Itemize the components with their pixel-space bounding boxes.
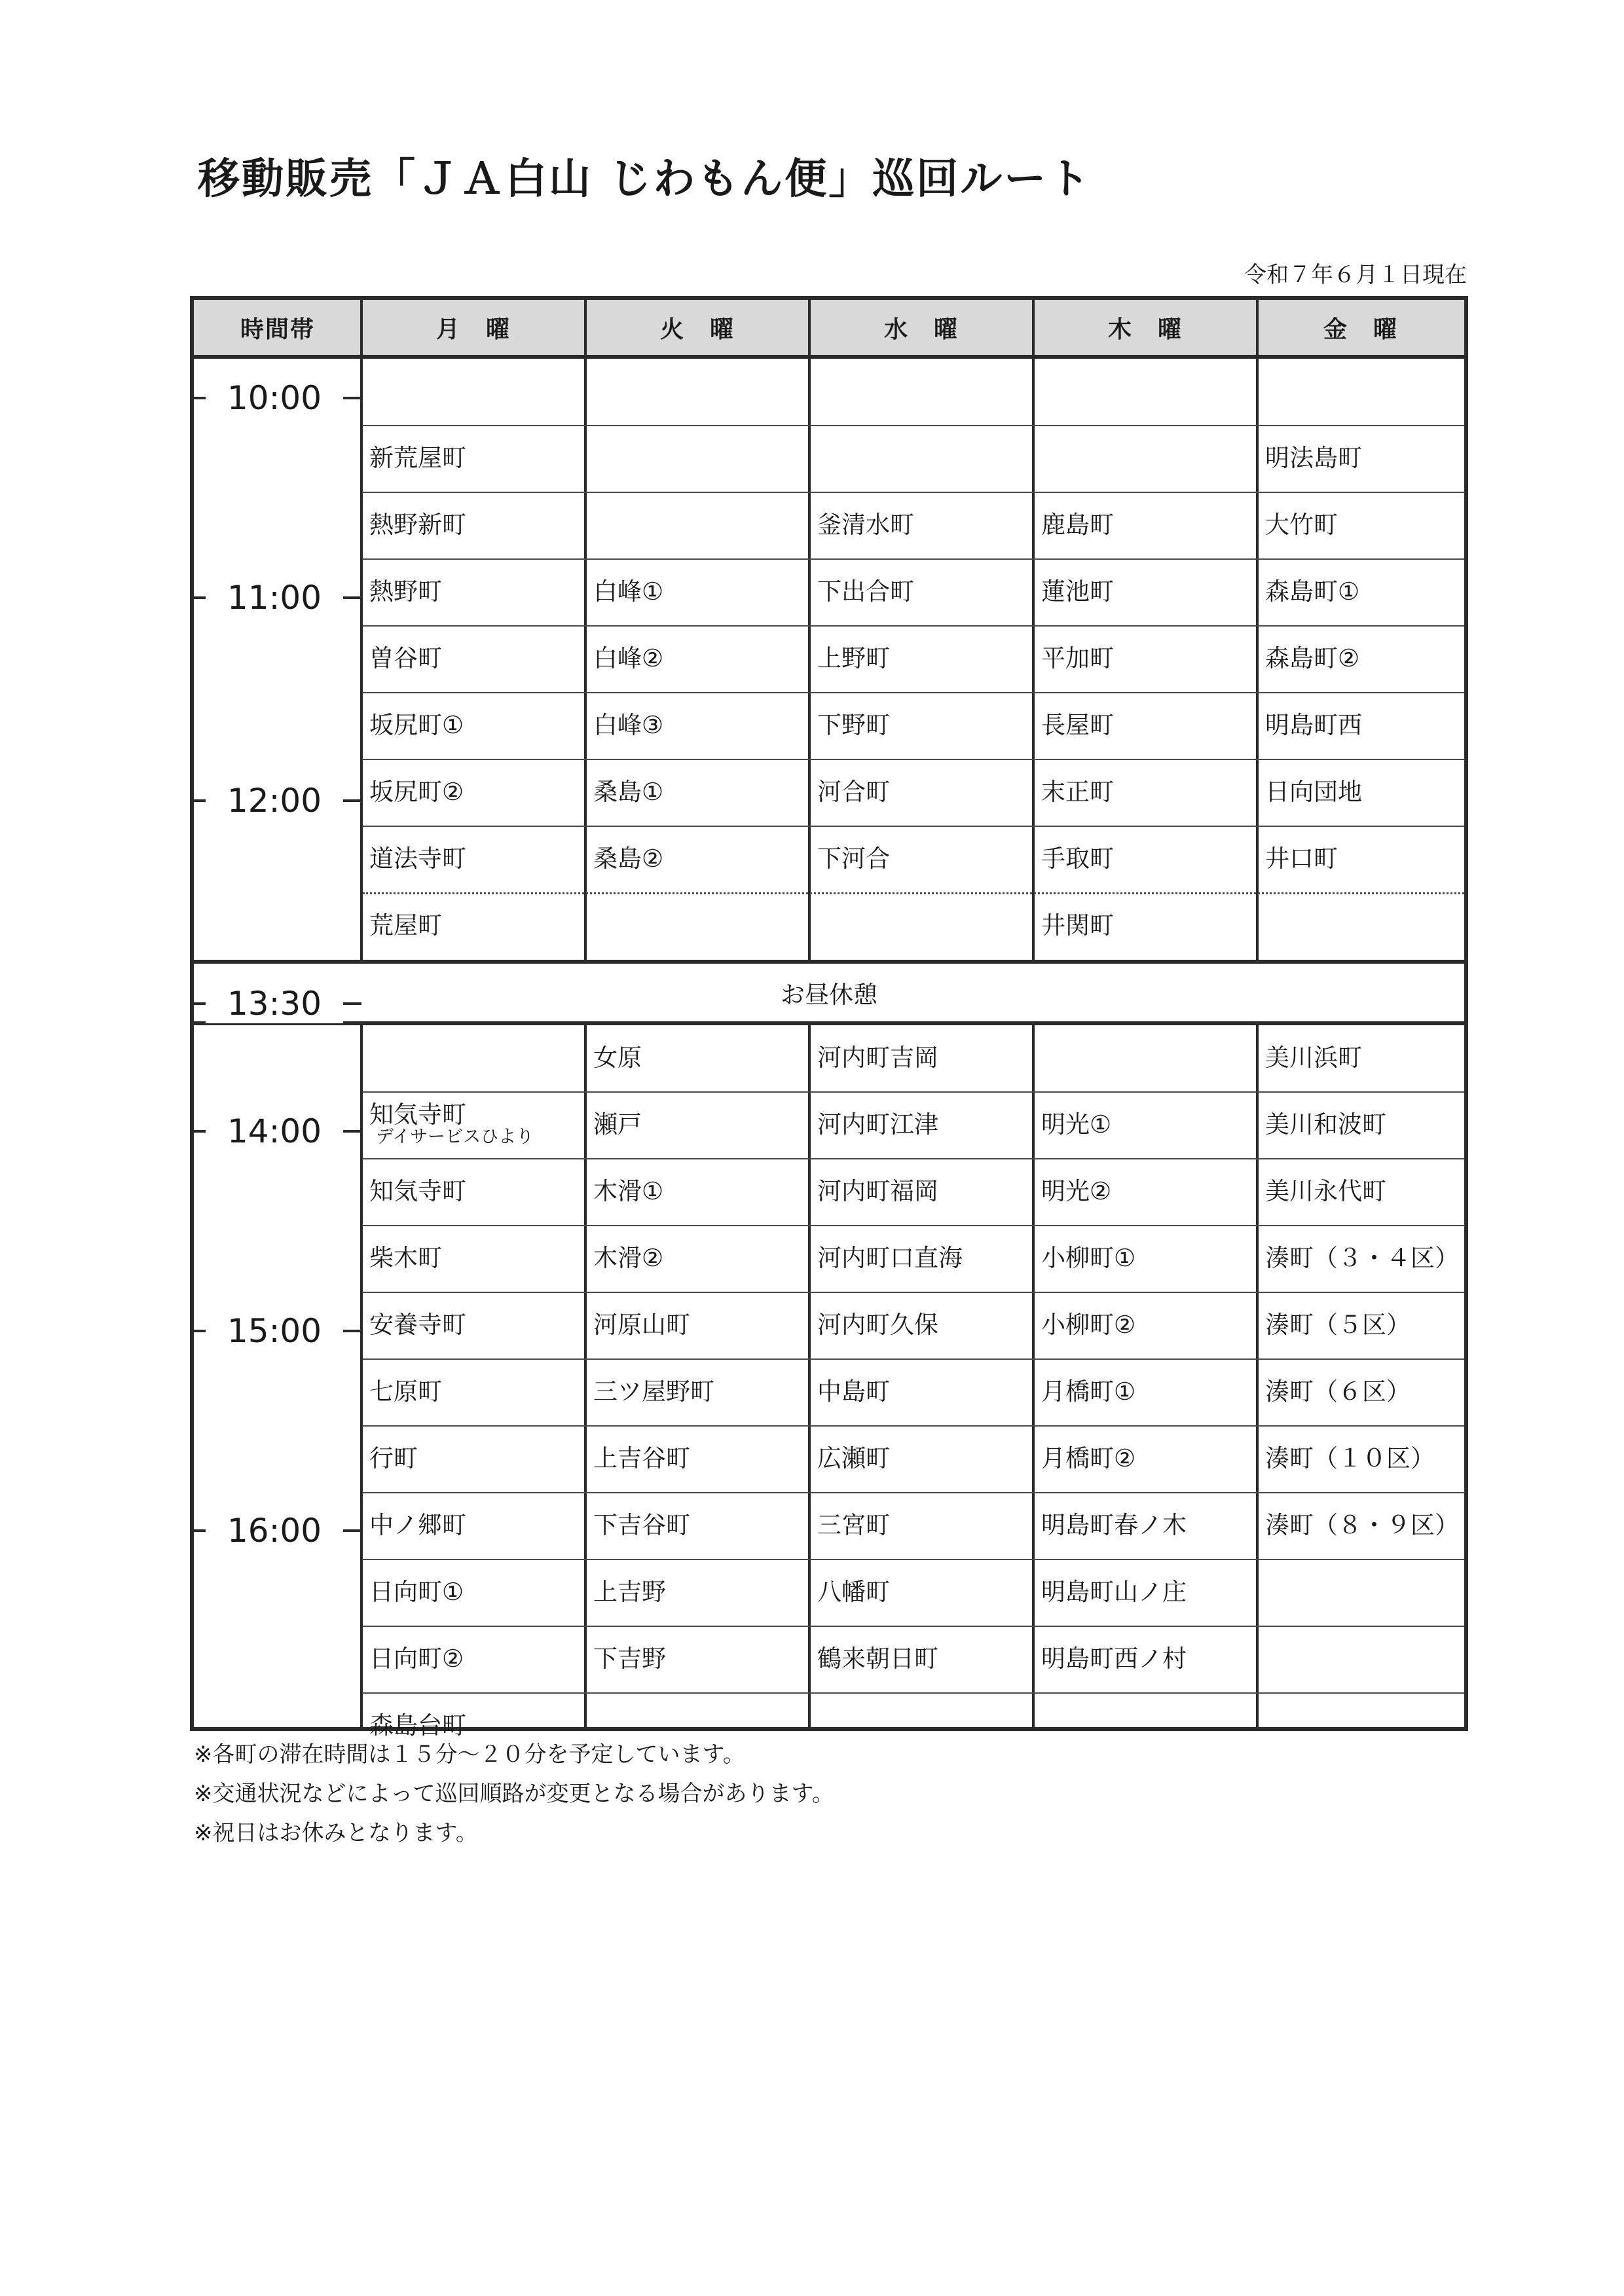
time-label: 13:30 — [206, 984, 343, 1023]
schedule-cell-mon — [363, 559, 584, 625]
schedule-cell-mon — [363, 492, 584, 558]
schedule-cell-thu — [1035, 1159, 1256, 1224]
schedule-cell-fri — [1259, 826, 1463, 892]
schedule-cell-thu — [1035, 1626, 1256, 1692]
town-name: 長屋町 — [1041, 710, 1114, 739]
town-name: 河原山町 — [593, 1310, 690, 1339]
schedule-cell-wed — [811, 1092, 1032, 1157]
town-name: 鹿島町 — [1041, 510, 1114, 539]
schedule-cell-tue — [587, 1559, 808, 1625]
town-name: 広瀬町 — [817, 1444, 890, 1472]
schedule-cell-mon — [363, 1292, 584, 1358]
schedule-cell-thu — [1035, 693, 1256, 758]
town-name: 蓮池町 — [1041, 577, 1114, 606]
schedule-cell-mon — [363, 1493, 584, 1558]
schedule-cell-thu — [1035, 1226, 1256, 1291]
town-name: 中ノ郷町 — [369, 1510, 466, 1539]
town-name: 森島台町 — [369, 1711, 466, 1740]
schedule-cell-thu — [1035, 1025, 1256, 1091]
schedule-cell-mon — [363, 826, 584, 892]
time-label: 11:00 — [206, 578, 343, 617]
schedule-cell-wed — [811, 492, 1032, 558]
schedule-cell-thu — [1035, 426, 1256, 491]
schedule-cell-wed — [811, 826, 1032, 892]
town-name: 美川和波町 — [1265, 1110, 1386, 1139]
schedule-cell-mon — [363, 1426, 584, 1491]
schedule-cell-wed — [811, 1493, 1032, 1558]
schedule-cell-fri — [1259, 1493, 1463, 1558]
town-name: 日向町① — [369, 1577, 464, 1606]
schedule-cell-fri — [1259, 693, 1463, 758]
town-name: 女原 — [593, 1043, 642, 1072]
schedule-cell-fri — [1259, 1292, 1463, 1358]
schedule-cell-thu — [1035, 1493, 1256, 1558]
town-name: 知気寺町 — [369, 1176, 466, 1205]
town-name: 行町 — [369, 1444, 418, 1472]
town-name: 河合町 — [817, 777, 890, 806]
town-name: 河内町久保 — [817, 1310, 938, 1339]
town-name: 末正町 — [1041, 777, 1114, 806]
town-name: 森島町① — [1265, 577, 1360, 606]
schedule-cell-fri — [1259, 559, 1463, 625]
town-name: 井口町 — [1265, 844, 1338, 873]
town-name: 上野町 — [817, 644, 890, 672]
route-schedule-table — [190, 296, 1468, 1740]
schedule-cell-mon — [363, 1626, 584, 1692]
footnotes — [194, 1735, 834, 1853]
town-name: 明島町春ノ木 — [1041, 1510, 1187, 1539]
schedule-cell-mon — [363, 1226, 584, 1291]
town-name: 河内町口直海 — [817, 1243, 963, 1272]
schedule-cell-fri — [1259, 1025, 1463, 1091]
schedule-cell-wed — [811, 1626, 1032, 1692]
schedule-cell-wed — [811, 893, 1032, 958]
footnote: ※交通状況などによって巡回順路が変更となる場合があります。 — [194, 1781, 834, 1807]
time-label: 16:00 — [206, 1511, 343, 1550]
schedule-cell-mon — [363, 1025, 584, 1091]
schedule-cell-tue — [587, 1493, 808, 1558]
schedule-cell-mon — [363, 426, 584, 491]
town-name: 湊町（３・４区） — [1265, 1243, 1459, 1272]
town-name: 小柳町② — [1041, 1310, 1136, 1339]
town-name: 明法島町 — [1265, 443, 1362, 472]
town-name: 湊町（５区） — [1265, 1310, 1411, 1339]
town-name: 柴木町 — [369, 1243, 442, 1272]
schedule-cell-wed — [811, 1159, 1032, 1224]
town-name: 河内町江津 — [817, 1110, 938, 1139]
time-label: 10:00 — [206, 378, 343, 418]
header-mon: 月 曜 — [435, 316, 511, 343]
header-tue: 火 曜 — [659, 316, 735, 343]
schedule-cell-wed — [811, 1226, 1032, 1291]
schedule-cell-mon — [363, 359, 584, 424]
as-of-date: 令和７年６月１日現在 — [1244, 262, 1467, 288]
schedule-cell-tue — [587, 826, 808, 892]
town-name: 井関町 — [1041, 911, 1114, 939]
time-label: 14:00 — [206, 1112, 343, 1151]
header-fri: 金 曜 — [1323, 316, 1398, 343]
schedule-cell-wed — [811, 359, 1032, 424]
town-name: 下吉谷町 — [593, 1510, 690, 1539]
schedule-cell-wed — [811, 759, 1032, 825]
schedule-cell-thu — [1035, 1292, 1256, 1358]
town-name: 桑島① — [593, 777, 664, 806]
schedule-cell-wed — [811, 1693, 1032, 1758]
town-name: 日向町② — [369, 1644, 464, 1673]
schedule-cell-mon — [363, 626, 584, 691]
schedule-cell-fri — [1259, 1559, 1463, 1625]
schedule-cell-mon — [363, 1092, 584, 1157]
schedule-cell-tue — [587, 1025, 808, 1091]
town-name: 月橋町② — [1041, 1444, 1136, 1472]
town-name: 三ツ屋野町 — [593, 1377, 714, 1406]
town-name: 桑島② — [593, 844, 664, 873]
schedule-cell-thu — [1035, 893, 1256, 958]
town-name: 日向団地 — [1265, 777, 1362, 806]
schedule-cell-tue — [587, 1159, 808, 1224]
town-name: 平加町 — [1041, 644, 1114, 672]
schedule-cell-thu — [1035, 626, 1256, 691]
town-name: 熱野新町 — [369, 510, 466, 539]
town-name: 白峰② — [593, 644, 664, 672]
town-name: 上吉野 — [593, 1577, 666, 1606]
town-name: 下野町 — [817, 710, 890, 739]
town-name: 湊町（８・９区） — [1265, 1510, 1459, 1539]
schedule-cell-fri — [1259, 893, 1463, 958]
town-name: 明光① — [1041, 1110, 1112, 1139]
town-note: デイサービスひより — [376, 1127, 534, 1148]
schedule-cell-tue — [587, 693, 808, 758]
header-time-slot: 時間帯 — [240, 316, 315, 343]
schedule-cell-thu — [1035, 492, 1256, 558]
schedule-cell-fri — [1259, 492, 1463, 558]
schedule-cell-tue — [587, 1092, 808, 1157]
schedule-cell-wed — [811, 626, 1032, 691]
schedule-cell-tue — [587, 559, 808, 625]
schedule-cell-fri — [1259, 1693, 1463, 1758]
town-name: 白峰① — [593, 577, 664, 606]
town-name: 湊町（１０区） — [1265, 1444, 1435, 1472]
schedule-cell-tue — [587, 1426, 808, 1491]
schedule-cell-wed — [811, 559, 1032, 625]
schedule-cell-wed — [811, 1426, 1032, 1491]
footnote: ※祝日はお休みとなります。 — [194, 1820, 478, 1846]
town-name: 上吉谷町 — [593, 1444, 690, 1472]
town-name: 安養寺町 — [369, 1310, 466, 1339]
schedule-cell-thu — [1035, 1092, 1256, 1157]
town-name: 明島町西ノ村 — [1041, 1644, 1187, 1673]
time-label: 15:00 — [206, 1311, 343, 1351]
schedule-cell-mon — [363, 1159, 584, 1224]
town-name: 森島町② — [1265, 644, 1360, 672]
schedule-cell-thu — [1035, 1559, 1256, 1625]
town-name: 明光② — [1041, 1176, 1112, 1205]
schedule-cell-mon — [363, 893, 584, 958]
table-header-row — [194, 300, 1464, 359]
schedule-cell-wed — [811, 693, 1032, 758]
schedule-cell-tue — [587, 1359, 808, 1425]
town-name: 湊町（６区） — [1265, 1377, 1411, 1406]
town-name: 美川永代町 — [1265, 1176, 1386, 1205]
schedule-cell-thu — [1035, 359, 1256, 424]
time-label: 12:00 — [206, 781, 343, 820]
town-name: 木滑② — [593, 1243, 664, 1272]
header-wed: 水 曜 — [883, 316, 959, 343]
town-name: 鶴来朝日町 — [817, 1644, 938, 1673]
town-name: 坂尻町① — [369, 710, 464, 739]
town-name: 大竹町 — [1265, 510, 1338, 539]
schedule-cell-fri — [1259, 626, 1463, 691]
town-name: 明島町山ノ庄 — [1041, 1577, 1187, 1606]
schedule-cell-thu — [1035, 1693, 1256, 1758]
schedule-cell-thu — [1035, 826, 1256, 892]
footnote: ※各町の滞在時間は１５分～２０分を予定しています。 — [194, 1741, 745, 1768]
town-name: 美川浜町 — [1265, 1043, 1362, 1072]
town-name: 曽谷町 — [369, 644, 442, 672]
schedule-cell-wed — [811, 1559, 1032, 1625]
town-name: 月橋町① — [1041, 1377, 1136, 1406]
schedule-cell-tue — [587, 426, 808, 491]
town-name: 小柳町① — [1041, 1243, 1136, 1272]
schedule-cell-tue — [587, 359, 808, 424]
schedule-cell-thu — [1035, 759, 1256, 825]
town-name: 道法寺町 — [369, 844, 466, 873]
schedule-cell-fri — [1259, 359, 1463, 424]
town-name: 七原町 — [369, 1377, 442, 1406]
lunch-break-row: お昼休憩 — [194, 960, 1464, 1025]
town-name: 荒屋町 — [369, 911, 442, 939]
town-name: 坂尻町② — [369, 777, 464, 806]
schedule-cell-mon — [363, 1359, 584, 1425]
town-name: 新荒屋町 — [369, 443, 466, 472]
schedule-cell-tue — [587, 893, 808, 958]
town-name: 下河合 — [817, 844, 890, 873]
schedule-cell-mon — [363, 1559, 584, 1625]
town-name: 知気寺町 — [369, 1101, 466, 1129]
schedule-cell-fri — [1259, 759, 1463, 825]
town-name: 手取町 — [1041, 844, 1114, 873]
town-name: 八幡町 — [817, 1577, 890, 1606]
schedule-cell-wed — [811, 1292, 1032, 1358]
page-title: 移動販売「ＪＡ白山 じわもん便」巡回ルート — [198, 155, 1092, 204]
town-name: 河内町吉岡 — [817, 1043, 938, 1072]
town-name: 下出合町 — [817, 577, 914, 606]
schedule-cell-thu — [1035, 1359, 1256, 1425]
schedule-cell-thu — [1035, 559, 1256, 625]
town-name: 中島町 — [817, 1377, 890, 1406]
schedule-cell-tue — [587, 626, 808, 691]
town-name: 熱野町 — [369, 577, 442, 606]
schedule-cell-fri — [1259, 1626, 1463, 1692]
schedule-cell-wed — [811, 426, 1032, 491]
town-name: 釜清水町 — [817, 510, 914, 539]
schedule-cell-fri — [1259, 426, 1463, 491]
town-name: 下吉野 — [593, 1644, 666, 1673]
schedule-cell-tue — [587, 1626, 808, 1692]
schedule-cell-tue — [587, 759, 808, 825]
schedule-cell-fri — [1259, 1226, 1463, 1291]
town-name: 河内町福岡 — [817, 1176, 938, 1205]
schedule-cell-tue — [587, 1292, 808, 1358]
schedule-cell-fri — [1259, 1092, 1463, 1157]
schedule-cell-tue — [587, 1226, 808, 1291]
town-name: 三宮町 — [817, 1510, 890, 1539]
town-name: 瀬戸 — [593, 1110, 642, 1139]
schedule-cell-wed — [811, 1025, 1032, 1091]
schedule-cell-mon — [363, 759, 584, 825]
schedule-cell-mon — [363, 693, 584, 758]
header-thu: 木 曜 — [1107, 316, 1183, 343]
schedule-cell-fri — [1259, 1426, 1463, 1491]
schedule-cell-tue — [587, 492, 808, 558]
schedule-cell-fri — [1259, 1159, 1463, 1224]
schedule-cell-wed — [811, 1359, 1032, 1425]
town-name: 明島町西 — [1265, 710, 1362, 739]
town-name: 木滑① — [593, 1176, 664, 1205]
schedule-cell-fri — [1259, 1359, 1463, 1425]
schedule-cell-thu — [1035, 1426, 1256, 1491]
town-name: 白峰③ — [593, 710, 664, 739]
